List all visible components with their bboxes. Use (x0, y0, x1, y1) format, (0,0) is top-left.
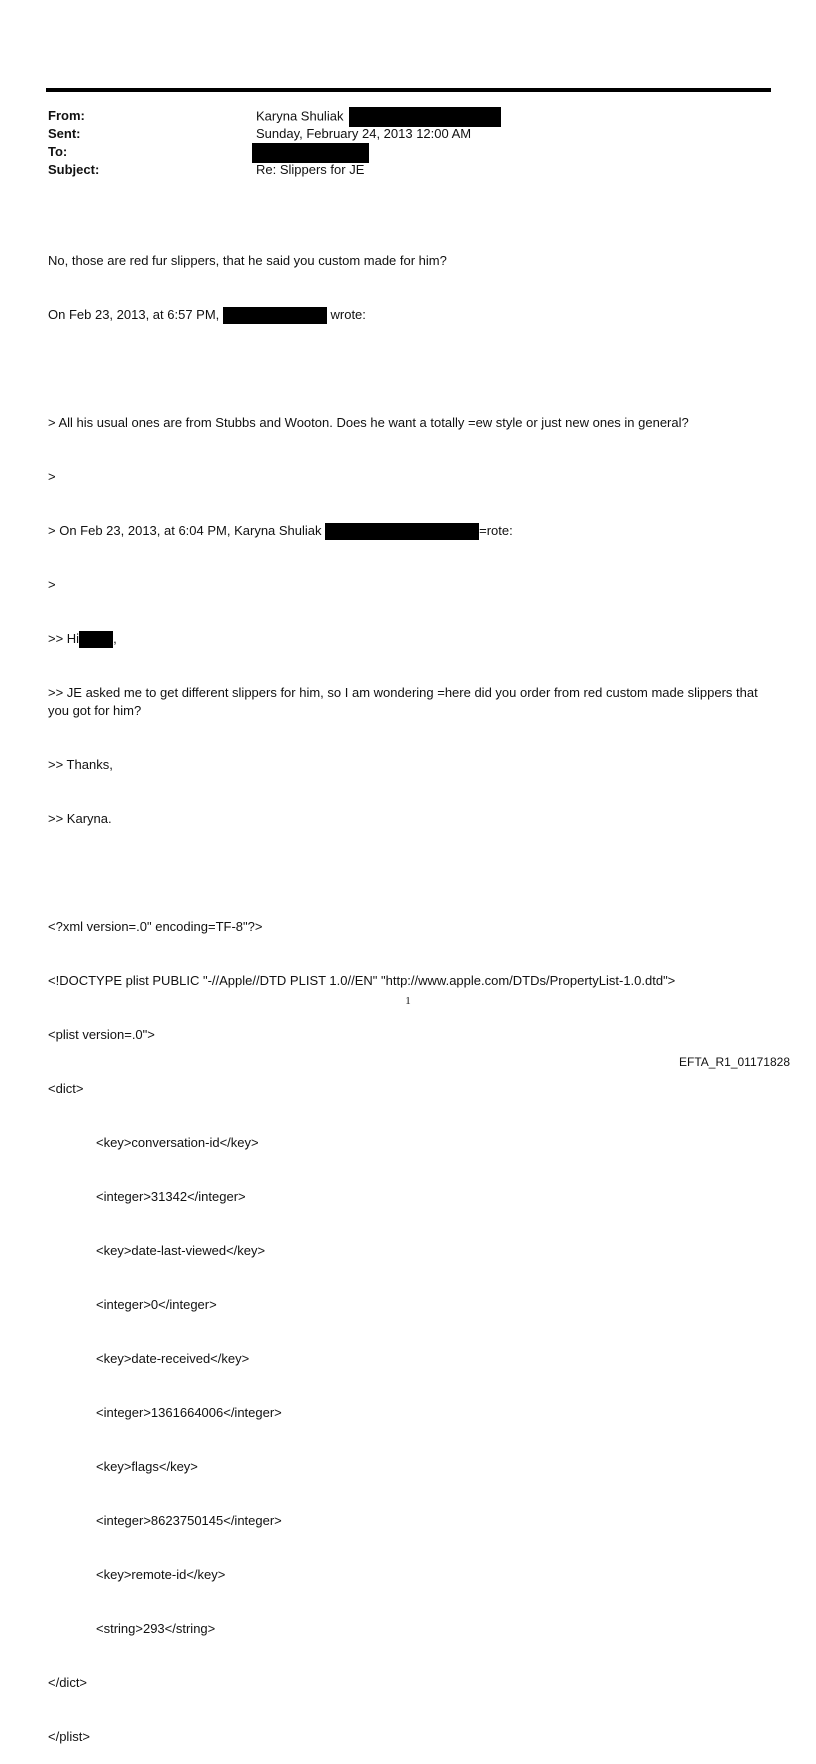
body-text-segment: wrote: (326, 307, 366, 322)
body-text-segment: > On Feb 23, 2013, at 6:04 PM, Karyna Shuliak (48, 523, 326, 539)
xml-line: <key>flags</key> (96, 1459, 198, 1475)
xml-line: <key>conversation-id</key> (96, 1135, 259, 1151)
email-body (48, 216, 768, 1764)
to-value (256, 143, 369, 163)
quoted-line: > (48, 577, 56, 593)
xml-line: <plist version=.0"> (48, 1027, 155, 1043)
redaction-box (252, 143, 369, 163)
xml-line: <dict> (48, 1081, 84, 1097)
xml-line: <key>date-last-viewed</key> (96, 1243, 266, 1259)
body-text-segment: =rote: (479, 523, 513, 539)
quoted-line: > All his usual ones are from Stubbs and Wooton. Does he want a totally =ew style or just new ones in general? (48, 415, 689, 431)
from-name: Karyna Shuliak (256, 108, 344, 124)
to-label: To: (48, 144, 68, 159)
xml-line: <!DOCTYPE plist PUBLIC "-//Apple//DTD PLIST 1.0//EN" "http://www.apple.com/DTDs/PropertyList-1.0.dtd"> (48, 973, 676, 989)
document-id: EFTA_R1_01171828 (679, 1055, 790, 1069)
redaction-box (79, 631, 113, 648)
redaction-box (349, 107, 501, 127)
xml-line: <integer>31342</integer> (96, 1189, 246, 1205)
xml-line: <?xml version=.0" encoding=TF-8"?> (48, 919, 263, 935)
body-line (48, 306, 768, 324)
redaction-box (325, 523, 479, 540)
from-value (256, 107, 501, 127)
quoted-line: > (48, 469, 56, 485)
quoted-line (48, 630, 768, 648)
xml-line: <key>remote-id</key> (96, 1567, 226, 1583)
sent-label: Sent: (48, 126, 81, 141)
xml-line: <integer>0</integer> (96, 1297, 217, 1313)
from-label: From: (48, 108, 85, 123)
body-text-segment: , (113, 631, 117, 647)
xml-line: <string>293</string> (96, 1621, 216, 1637)
quoted-line (48, 522, 768, 540)
sent-value: Sunday, February 24, 2013 12:00 AM (256, 126, 472, 141)
body-line: No, those are red fur slippers, that he said you custom made for him? (48, 253, 447, 268)
subject-label: Subject: (48, 162, 100, 177)
redaction-box (223, 307, 327, 324)
xml-line: </plist> (48, 1729, 90, 1745)
xml-line: <key>date-received</key> (96, 1351, 250, 1367)
xml-line: <integer>8623750145</integer> (96, 1513, 282, 1529)
quoted-line: >> Karyna. (48, 811, 112, 827)
subject-value: Re: Slippers for JE (256, 162, 365, 177)
quoted-line: >> Thanks, (48, 757, 113, 773)
body-text-segment: >> Hi (48, 631, 80, 647)
header-rule (46, 88, 771, 92)
xml-line: <integer>1361664006</integer> (96, 1405, 282, 1421)
xml-line: </dict> (48, 1675, 88, 1691)
body-text-segment: On Feb 23, 2013, at 6:57 PM, (48, 307, 223, 322)
page-number: 1 (405, 995, 411, 1007)
quoted-line: >> JE asked me to get different slippers for him, so I am wondering =here did you order from red custom made slippers that you got for him? (48, 685, 762, 719)
